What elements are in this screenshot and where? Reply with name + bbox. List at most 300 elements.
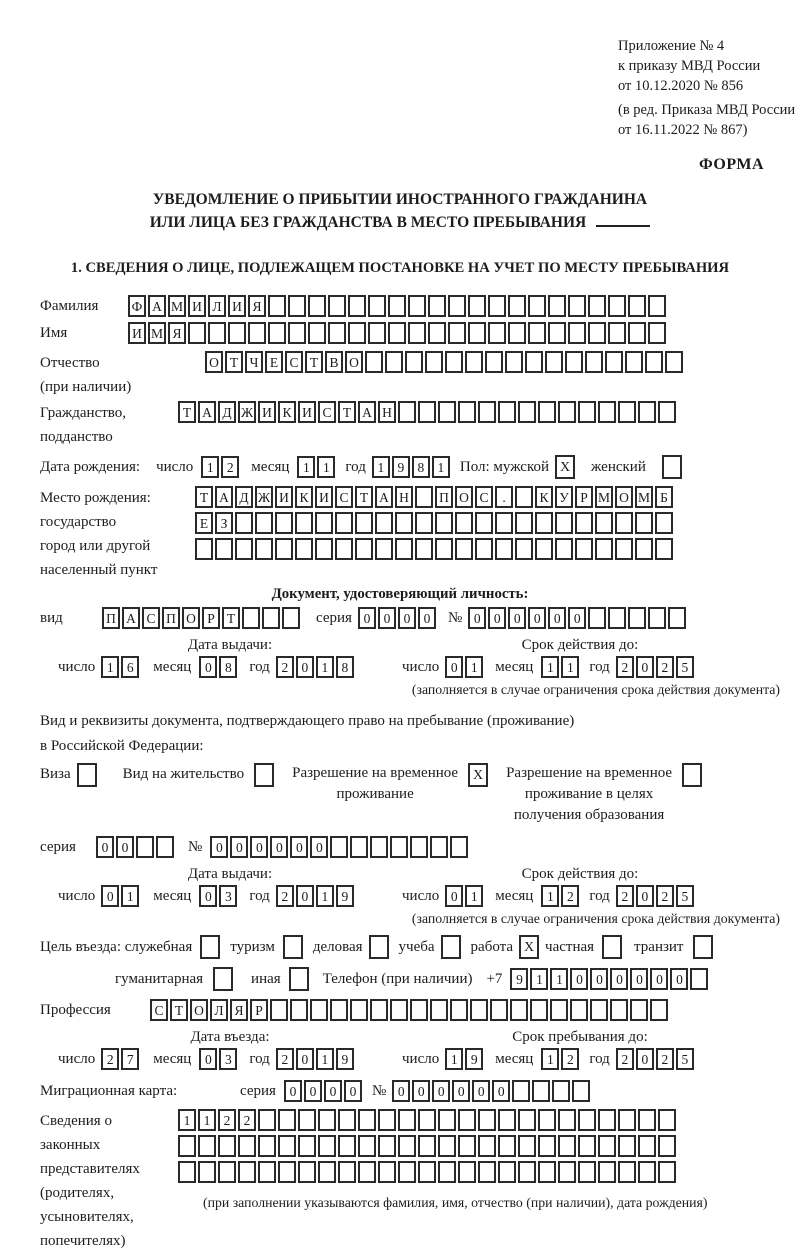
form-cell[interactable] — [410, 999, 428, 1021]
form-cell[interactable] — [310, 999, 328, 1021]
form-cell[interactable] — [578, 401, 596, 423]
form-cell[interactable] — [598, 1161, 616, 1183]
form-cell[interactable] — [415, 512, 433, 534]
form-cell[interactable] — [395, 512, 413, 534]
form-cell[interactable] — [498, 1161, 516, 1183]
form-cell[interactable] — [258, 1135, 276, 1157]
form-cell[interactable]: А — [358, 401, 376, 423]
form-cell[interactable] — [198, 1161, 216, 1183]
form-cell[interactable] — [288, 295, 306, 317]
form-cell[interactable] — [570, 999, 588, 1021]
form-cell[interactable] — [510, 999, 528, 1021]
form-cell[interactable] — [235, 512, 253, 534]
form-cell[interactable] — [450, 999, 468, 1021]
form-cell[interactable] — [458, 1109, 476, 1131]
form-cell[interactable] — [255, 538, 273, 560]
form-cell[interactable] — [458, 1135, 476, 1157]
form-cell[interactable] — [588, 607, 606, 629]
form-cell[interactable]: 1 — [561, 656, 579, 678]
form-cell[interactable] — [635, 512, 653, 534]
form-cell[interactable] — [545, 351, 563, 373]
form-cell[interactable] — [605, 351, 623, 373]
form-cell[interactable] — [628, 295, 646, 317]
form-cell[interactable] — [238, 1135, 256, 1157]
form-cell[interactable]: Б — [655, 486, 673, 508]
form-cell[interactable] — [188, 322, 206, 344]
form-cell[interactable] — [458, 401, 476, 423]
form-cell[interactable]: П — [102, 607, 120, 629]
form-cell[interactable]: Д — [235, 486, 253, 508]
form-cell[interactable] — [350, 999, 368, 1021]
form-cell[interactable]: 1 — [541, 885, 559, 907]
form-cell[interactable] — [535, 512, 553, 534]
form-cell[interactable] — [578, 1135, 596, 1157]
form-cell[interactable]: 0 — [96, 836, 114, 858]
form-cell[interactable] — [515, 512, 533, 534]
form-cell[interactable] — [450, 836, 468, 858]
form-cell[interactable]: 2 — [238, 1109, 256, 1131]
form-cell[interactable] — [156, 836, 174, 858]
form-cell[interactable]: 3 — [219, 1048, 237, 1070]
form-cell[interactable]: 0 — [324, 1080, 342, 1102]
form-cell[interactable] — [518, 1109, 536, 1131]
form-cell[interactable] — [478, 401, 496, 423]
form-cell[interactable] — [242, 607, 260, 629]
form-cell[interactable] — [390, 999, 408, 1021]
form-cell[interactable] — [255, 512, 273, 534]
form-cell[interactable]: М — [635, 486, 653, 508]
form-cell[interactable] — [475, 512, 493, 534]
form-cell[interactable] — [208, 322, 226, 344]
form-cell[interactable] — [388, 295, 406, 317]
form-cell[interactable]: 5 — [676, 1048, 694, 1070]
form-cell[interactable]: 2 — [656, 885, 674, 907]
form-cell[interactable]: 0 — [636, 656, 654, 678]
form-cell[interactable] — [335, 538, 353, 560]
form-cell[interactable] — [615, 538, 633, 560]
form-cell[interactable] — [558, 1161, 576, 1183]
form-cell[interactable]: 7 — [121, 1048, 139, 1070]
form-cell[interactable]: 1 — [297, 456, 315, 478]
form-cell[interactable]: 1 — [317, 456, 335, 478]
form-cell[interactable] — [235, 538, 253, 560]
form-cell[interactable] — [488, 322, 506, 344]
form-cell[interactable]: Р — [250, 999, 268, 1021]
form-cell[interactable]: 0 — [210, 836, 228, 858]
form-cell[interactable]: Ж — [255, 486, 273, 508]
checkbox-temp-edu[interactable] — [682, 763, 702, 787]
form-cell[interactable] — [358, 1135, 376, 1157]
form-cell[interactable]: 2 — [276, 885, 294, 907]
form-cell[interactable] — [690, 968, 708, 990]
form-cell[interactable] — [248, 322, 266, 344]
form-cell[interactable] — [638, 1109, 656, 1131]
form-cell[interactable] — [555, 512, 573, 534]
form-cell[interactable] — [295, 512, 313, 534]
form-cell[interactable]: У — [555, 486, 573, 508]
form-cell[interactable]: 9 — [465, 1048, 483, 1070]
form-cell[interactable] — [428, 295, 446, 317]
form-cell[interactable]: 0 — [296, 1048, 314, 1070]
form-cell[interactable] — [278, 1109, 296, 1131]
form-cell[interactable] — [385, 351, 403, 373]
form-cell[interactable]: 2 — [656, 1048, 674, 1070]
form-cell[interactable] — [418, 1109, 436, 1131]
form-cell[interactable] — [495, 512, 513, 534]
form-cell[interactable]: Е — [195, 512, 213, 534]
form-cell[interactable] — [585, 351, 603, 373]
form-cell[interactable]: 1 — [550, 968, 568, 990]
form-cell[interactable] — [262, 607, 280, 629]
form-cell[interactable]: 0 — [310, 836, 328, 858]
form-cell[interactable]: 1 — [541, 1048, 559, 1070]
form-cell[interactable]: 1 — [465, 885, 483, 907]
form-cell[interactable]: 1 — [201, 456, 219, 478]
form-cell[interactable] — [368, 295, 386, 317]
form-cell[interactable]: И — [228, 295, 246, 317]
form-cell[interactable] — [598, 1109, 616, 1131]
form-cell[interactable] — [475, 538, 493, 560]
form-cell[interactable]: 2 — [656, 656, 674, 678]
form-cell[interactable] — [535, 538, 553, 560]
form-cell[interactable] — [298, 1135, 316, 1157]
form-cell[interactable]: Я — [168, 322, 186, 344]
form-cell[interactable] — [375, 538, 393, 560]
form-cell[interactable] — [228, 322, 246, 344]
form-cell[interactable] — [308, 322, 326, 344]
form-cell[interactable] — [615, 512, 633, 534]
form-cell[interactable] — [478, 1161, 496, 1183]
form-cell[interactable]: З — [215, 512, 233, 534]
form-cell[interactable]: 1 — [316, 1048, 334, 1070]
form-cell[interactable]: 0 — [230, 836, 248, 858]
form-cell[interactable]: 0 — [199, 656, 217, 678]
form-cell[interactable] — [598, 1135, 616, 1157]
form-cell[interactable] — [398, 1161, 416, 1183]
form-cell[interactable]: 0 — [344, 1080, 362, 1102]
form-cell[interactable] — [215, 538, 233, 560]
form-cell[interactable] — [405, 351, 423, 373]
form-cell[interactable] — [455, 512, 473, 534]
form-cell[interactable] — [552, 1080, 570, 1102]
checkbox-temp-permit[interactable]: X — [468, 763, 488, 787]
form-cell[interactable]: С — [142, 607, 160, 629]
form-cell[interactable] — [588, 322, 606, 344]
form-cell[interactable] — [415, 486, 433, 508]
form-cell[interactable] — [525, 351, 543, 373]
form-cell[interactable] — [558, 401, 576, 423]
form-cell[interactable] — [618, 1109, 636, 1131]
form-cell[interactable]: С — [318, 401, 336, 423]
form-cell[interactable] — [195, 538, 213, 560]
form-cell[interactable] — [238, 1161, 256, 1183]
form-cell[interactable] — [438, 1109, 456, 1131]
form-cell[interactable] — [358, 1161, 376, 1183]
form-cell[interactable] — [365, 351, 383, 373]
form-cell[interactable]: 1 — [530, 968, 548, 990]
form-cell[interactable]: С — [150, 999, 168, 1021]
form-cell[interactable] — [530, 999, 548, 1021]
form-cell[interactable] — [528, 295, 546, 317]
form-cell[interactable]: 2 — [616, 885, 634, 907]
form-cell[interactable]: 1 — [541, 656, 559, 678]
form-cell[interactable] — [488, 295, 506, 317]
form-cell[interactable]: 2 — [276, 656, 294, 678]
form-cell[interactable] — [648, 322, 666, 344]
form-cell[interactable] — [628, 607, 646, 629]
form-cell[interactable]: Я — [230, 999, 248, 1021]
form-cell[interactable] — [355, 512, 373, 534]
form-cell[interactable]: И — [258, 401, 276, 423]
form-cell[interactable] — [350, 836, 368, 858]
form-cell[interactable]: Е — [265, 351, 283, 373]
form-cell[interactable] — [575, 538, 593, 560]
form-cell[interactable] — [330, 836, 348, 858]
form-cell[interactable]: А — [198, 401, 216, 423]
form-cell[interactable]: 3 — [219, 885, 237, 907]
checkbox-residence-permit[interactable] — [254, 763, 274, 787]
form-cell[interactable]: Т — [305, 351, 323, 373]
form-cell[interactable]: 2 — [561, 1048, 579, 1070]
form-cell[interactable]: К — [295, 486, 313, 508]
form-cell[interactable]: 2 — [616, 656, 634, 678]
form-cell[interactable]: 5 — [676, 885, 694, 907]
form-cell[interactable] — [308, 295, 326, 317]
form-cell[interactable] — [268, 295, 286, 317]
form-cell[interactable] — [508, 322, 526, 344]
form-cell[interactable] — [315, 538, 333, 560]
form-cell[interactable]: 0 — [199, 1048, 217, 1070]
form-cell[interactable] — [418, 401, 436, 423]
form-cell[interactable]: М — [148, 322, 166, 344]
form-cell[interactable] — [315, 512, 333, 534]
form-cell[interactable] — [578, 1109, 596, 1131]
form-cell[interactable]: . — [495, 486, 513, 508]
form-cell[interactable]: 9 — [336, 1048, 354, 1070]
form-cell[interactable]: 0 — [290, 836, 308, 858]
form-cell[interactable] — [398, 1135, 416, 1157]
form-cell[interactable]: В — [325, 351, 343, 373]
form-cell[interactable]: Н — [378, 401, 396, 423]
form-cell[interactable]: 0 — [296, 885, 314, 907]
form-cell[interactable] — [258, 1109, 276, 1131]
form-cell[interactable] — [618, 1135, 636, 1157]
form-cell[interactable]: 0 — [630, 968, 648, 990]
form-cell[interactable] — [508, 295, 526, 317]
form-cell[interactable] — [638, 401, 656, 423]
form-cell[interactable] — [512, 1080, 530, 1102]
form-cell[interactable] — [390, 836, 408, 858]
form-cell[interactable]: Р — [202, 607, 220, 629]
form-cell[interactable]: 2 — [616, 1048, 634, 1070]
form-cell[interactable] — [598, 401, 616, 423]
checkbox-sex-male[interactable]: X — [555, 455, 575, 479]
form-cell[interactable] — [565, 351, 583, 373]
form-cell[interactable]: 1 — [432, 456, 450, 478]
form-cell[interactable] — [505, 351, 523, 373]
form-cell[interactable] — [470, 999, 488, 1021]
form-cell[interactable] — [445, 351, 463, 373]
form-cell[interactable] — [435, 512, 453, 534]
form-cell[interactable] — [498, 1109, 516, 1131]
form-cell[interactable]: Н — [395, 486, 413, 508]
form-cell[interactable]: 0 — [636, 1048, 654, 1070]
form-cell[interactable]: Т — [170, 999, 188, 1021]
form-cell[interactable] — [572, 1080, 590, 1102]
form-cell[interactable] — [658, 401, 676, 423]
form-cell[interactable] — [355, 538, 373, 560]
form-cell[interactable] — [532, 1080, 550, 1102]
form-cell[interactable] — [268, 322, 286, 344]
form-cell[interactable]: С — [475, 486, 493, 508]
form-cell[interactable]: О — [190, 999, 208, 1021]
form-cell[interactable] — [288, 322, 306, 344]
form-cell[interactable]: 2 — [276, 1048, 294, 1070]
form-cell[interactable] — [318, 1161, 336, 1183]
form-cell[interactable] — [608, 322, 626, 344]
form-cell[interactable] — [458, 1161, 476, 1183]
form-cell[interactable] — [218, 1135, 236, 1157]
form-cell[interactable]: 0 — [488, 607, 506, 629]
form-cell[interactable]: 0 — [418, 607, 436, 629]
form-cell[interactable]: 2 — [218, 1109, 236, 1131]
form-cell[interactable]: 0 — [116, 836, 134, 858]
form-cell[interactable] — [550, 999, 568, 1021]
form-cell[interactable] — [498, 1135, 516, 1157]
form-cell[interactable] — [298, 1109, 316, 1131]
form-cell[interactable] — [395, 538, 413, 560]
form-cell[interactable] — [465, 351, 483, 373]
form-cell[interactable] — [485, 351, 503, 373]
form-cell[interactable] — [418, 1161, 436, 1183]
form-cell[interactable]: О — [182, 607, 200, 629]
form-cell[interactable]: Ж — [238, 401, 256, 423]
form-cell[interactable] — [338, 1109, 356, 1131]
form-cell[interactable] — [578, 1161, 596, 1183]
form-cell[interactable] — [448, 322, 466, 344]
checkbox-visa[interactable] — [77, 763, 97, 787]
form-cell[interactable] — [275, 512, 293, 534]
form-cell[interactable]: 0 — [472, 1080, 490, 1102]
form-cell[interactable]: 0 — [445, 885, 463, 907]
form-cell[interactable]: 0 — [378, 607, 396, 629]
form-cell[interactable]: 2 — [101, 1048, 119, 1070]
checkbox-work[interactable]: X — [519, 935, 539, 959]
form-cell[interactable]: 0 — [432, 1080, 450, 1102]
form-cell[interactable]: 0 — [452, 1080, 470, 1102]
form-cell[interactable] — [430, 836, 448, 858]
form-cell[interactable]: 9 — [510, 968, 528, 990]
form-cell[interactable] — [645, 351, 663, 373]
form-cell[interactable] — [298, 1161, 316, 1183]
form-cell[interactable]: 0 — [358, 607, 376, 629]
form-cell[interactable] — [618, 401, 636, 423]
form-cell[interactable] — [410, 836, 428, 858]
form-cell[interactable]: А — [375, 486, 393, 508]
form-cell[interactable]: 2 — [221, 456, 239, 478]
form-cell[interactable] — [658, 1135, 676, 1157]
form-cell[interactable] — [370, 999, 388, 1021]
form-cell[interactable] — [648, 607, 666, 629]
form-cell[interactable]: 0 — [296, 656, 314, 678]
form-cell[interactable] — [330, 999, 348, 1021]
form-cell[interactable]: 1 — [121, 885, 139, 907]
form-cell[interactable]: 0 — [508, 607, 526, 629]
form-cell[interactable] — [275, 538, 293, 560]
form-cell[interactable]: Т — [225, 351, 243, 373]
form-cell[interactable]: 0 — [492, 1080, 510, 1102]
form-cell[interactable]: 0 — [528, 607, 546, 629]
form-cell[interactable] — [375, 512, 393, 534]
form-cell[interactable] — [528, 322, 546, 344]
form-cell[interactable] — [608, 295, 626, 317]
form-cell[interactable]: С — [285, 351, 303, 373]
form-cell[interactable] — [548, 322, 566, 344]
checkbox-sex-female[interactable] — [662, 455, 682, 479]
form-cell[interactable] — [328, 295, 346, 317]
form-cell[interactable] — [398, 401, 416, 423]
form-cell[interactable] — [398, 1109, 416, 1131]
checkbox-private[interactable] — [602, 935, 622, 959]
form-cell[interactable]: К — [278, 401, 296, 423]
form-cell[interactable] — [618, 1161, 636, 1183]
form-cell[interactable] — [568, 322, 586, 344]
form-cell[interactable]: 1 — [445, 1048, 463, 1070]
form-cell[interactable]: Д — [218, 401, 236, 423]
form-cell[interactable] — [335, 512, 353, 534]
form-cell[interactable] — [558, 1109, 576, 1131]
form-cell[interactable] — [515, 538, 533, 560]
form-cell[interactable] — [415, 538, 433, 560]
form-cell[interactable]: 0 — [412, 1080, 430, 1102]
checkbox-official[interactable] — [200, 935, 220, 959]
form-cell[interactable]: 2 — [561, 885, 579, 907]
form-cell[interactable]: Т — [355, 486, 373, 508]
form-cell[interactable] — [610, 999, 628, 1021]
form-cell[interactable]: 0 — [284, 1080, 302, 1102]
form-cell[interactable]: 8 — [336, 656, 354, 678]
form-cell[interactable]: Т — [338, 401, 356, 423]
form-cell[interactable] — [495, 538, 513, 560]
form-cell[interactable] — [418, 1135, 436, 1157]
form-cell[interactable] — [278, 1135, 296, 1157]
form-cell[interactable] — [378, 1109, 396, 1131]
form-cell[interactable]: И — [128, 322, 146, 344]
form-cell[interactable]: 1 — [372, 456, 390, 478]
form-cell[interactable]: И — [298, 401, 316, 423]
form-cell[interactable]: 0 — [398, 607, 416, 629]
form-cell[interactable]: Т — [195, 486, 213, 508]
form-cell[interactable] — [518, 401, 536, 423]
form-cell[interactable]: И — [275, 486, 293, 508]
form-cell[interactable]: Р — [575, 486, 593, 508]
form-cell[interactable]: О — [615, 486, 633, 508]
form-cell[interactable]: О — [455, 486, 473, 508]
form-cell[interactable] — [595, 512, 613, 534]
form-cell[interactable] — [588, 295, 606, 317]
form-cell[interactable] — [638, 1135, 656, 1157]
form-cell[interactable] — [468, 295, 486, 317]
form-cell[interactable] — [338, 1161, 356, 1183]
form-cell[interactable]: Т — [178, 401, 196, 423]
form-cell[interactable] — [538, 401, 556, 423]
form-cell[interactable]: И — [188, 295, 206, 317]
form-cell[interactable]: 0 — [270, 836, 288, 858]
form-cell[interactable] — [408, 295, 426, 317]
form-cell[interactable]: А — [122, 607, 140, 629]
form-cell[interactable]: 8 — [219, 656, 237, 678]
form-cell[interactable] — [630, 999, 648, 1021]
